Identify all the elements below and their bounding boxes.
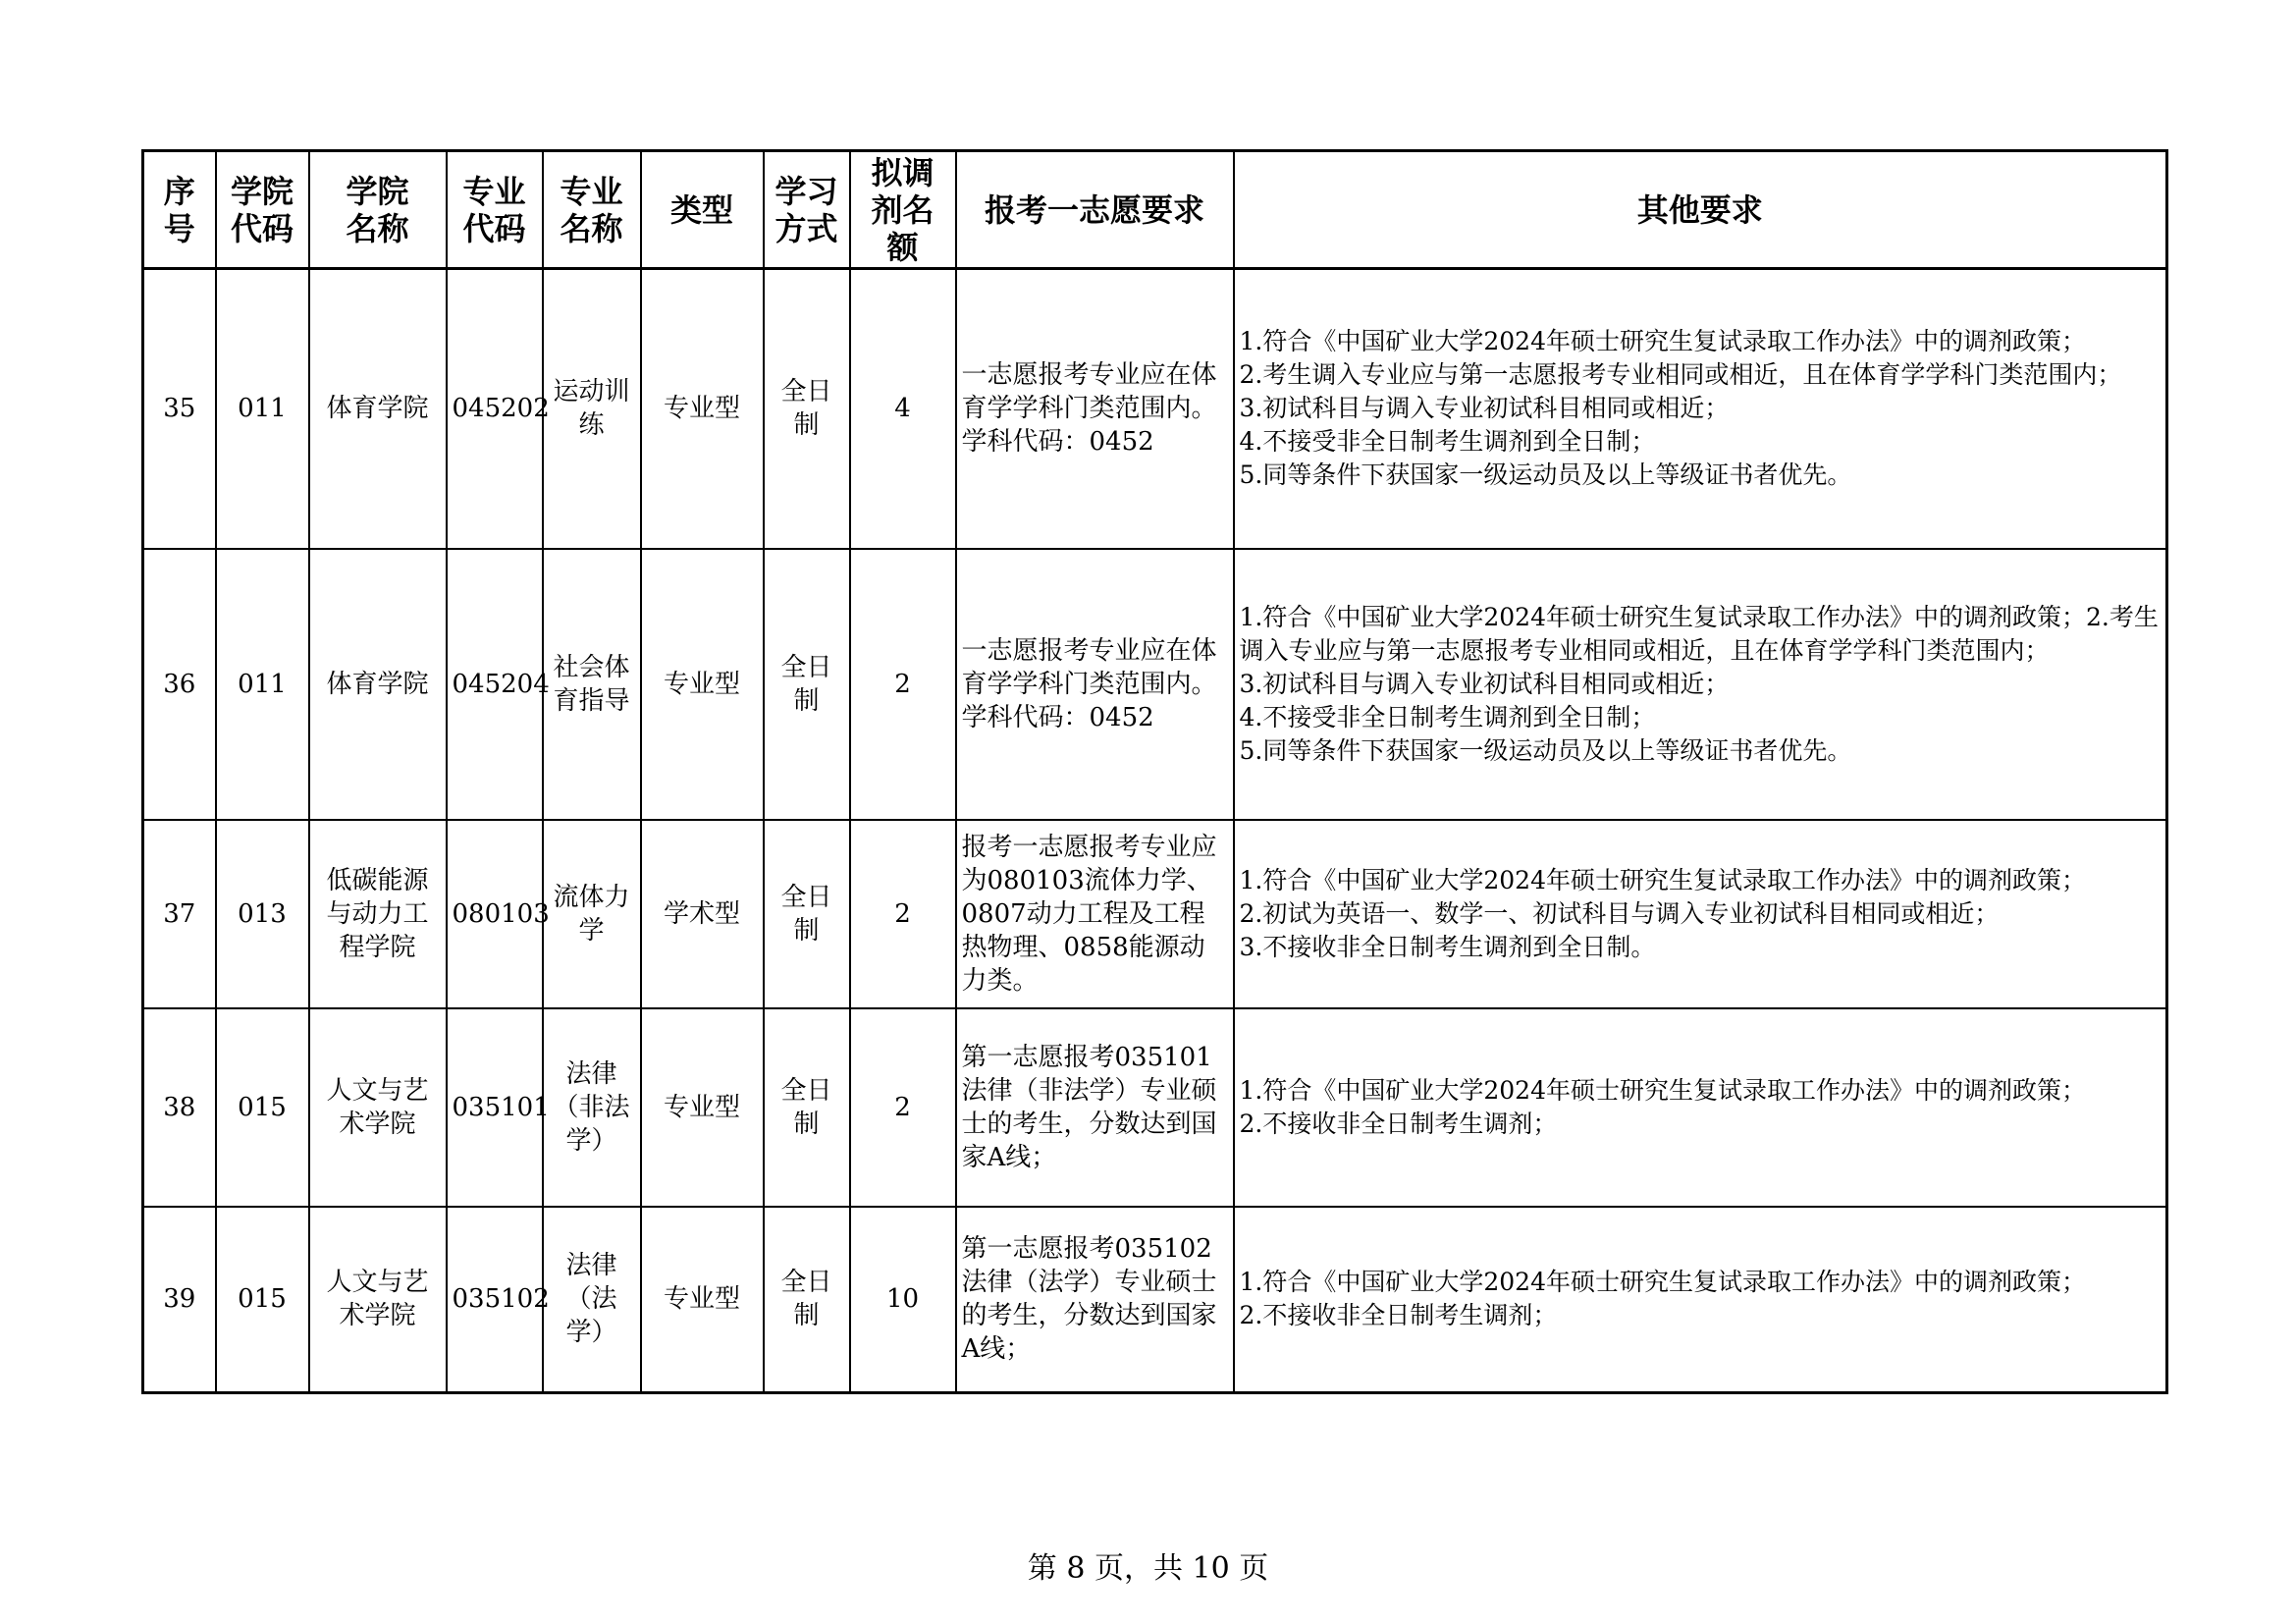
cell-other — [1234, 549, 2167, 820]
header-major-name: 专业 名称 — [543, 151, 641, 269]
cell-major-name: 法律（非法学） — [543, 1008, 641, 1207]
table-row — [143, 269, 2167, 549]
cell-other — [1234, 1207, 2167, 1393]
cell-seq: 37 — [143, 820, 216, 1008]
cell-college-code: 013 — [216, 820, 309, 1008]
other-item: 3.不接收非全日制考生调剂到全日制。 — [1239, 932, 1656, 961]
adjustment-table — [141, 149, 2168, 1394]
cell-college-name: 体育学院 — [309, 549, 447, 820]
cell-first-choice: 第一志愿报考035101法律（非法学）专业硕士的考生，分数达到国家A线； — [956, 1008, 1234, 1207]
cell-first-choice: 一志愿报考专业应在体育学学科门类范围内。学科代码：0452 — [956, 549, 1234, 820]
cell-college-name: 体育学院 — [309, 269, 447, 549]
header-major-code: 专业 代码 — [447, 151, 543, 269]
cell-first-choice: 报考一志愿报考专业应为080103流体力学、0807动力工程及工程热物理、0858能源动力类。 — [956, 820, 1234, 1008]
other-item: 1.符合《中国矿业大学2024年硕士研究生复试录取工作办法》中的调剂政策； — [1239, 1268, 2086, 1297]
header-quota: 拟调 剂名 额 — [850, 151, 956, 269]
cell-study-mode: 全日制 — [764, 1008, 850, 1207]
cell-quota: 2 — [850, 1008, 956, 1207]
header-row — [143, 151, 2167, 269]
cell-major-code: 035101 — [447, 1008, 543, 1207]
other-item: 2.考生调入专业应与第一志愿报考专业相同或相近，且在体育学学科门类范围内； — [1239, 360, 2122, 390]
cell-other — [1234, 820, 2167, 1008]
cell-type: 专业型 — [641, 1207, 764, 1393]
header-college-name: 学院 名称 — [309, 151, 447, 269]
cell-major-code: 045202 — [447, 269, 543, 549]
header-other: 其他要求 — [1234, 151, 2167, 269]
cell-major-name: 社会体育指导 — [543, 549, 641, 820]
cell-quota: 4 — [850, 269, 956, 549]
other-item: 1.符合《中国矿业大学2024年硕士研究生复试录取工作办法》中的调剂政策； — [1239, 327, 2086, 356]
table-row — [143, 1207, 2167, 1393]
table-row — [143, 820, 2167, 1008]
cell-quota: 10 — [850, 1207, 956, 1393]
other-item: 4.不接受非全日制考生调剂到全日制； — [1239, 702, 1656, 731]
other-item: 3.初试科目与调入专业初试科目相同或相近； — [1239, 394, 1730, 423]
other-item: 5.同等条件下获国家一级运动员及以上等级证书者优先。 — [1239, 460, 1852, 490]
cell-college-code: 011 — [216, 269, 309, 549]
header-seq: 序 号 — [143, 151, 216, 269]
cell-seq: 36 — [143, 549, 216, 820]
other-item: 1.符合《中国矿业大学2024年硕士研究生复试录取工作办法》中的调剂政策； — [1239, 865, 2086, 894]
cell-college-name: 人文与艺术学院 — [309, 1008, 447, 1207]
cell-seq: 38 — [143, 1008, 216, 1207]
cell-college-code: 015 — [216, 1207, 309, 1393]
cell-college-code: 011 — [216, 549, 309, 820]
cell-type: 专业型 — [641, 269, 764, 549]
cell-seq: 39 — [143, 1207, 216, 1393]
cell-seq: 35 — [143, 269, 216, 549]
cell-study-mode: 全日制 — [764, 1207, 850, 1393]
other-item: 5.同等条件下获国家一级运动员及以上等级证书者优先。 — [1239, 735, 1852, 765]
cell-major-name: 法律（法学） — [543, 1207, 641, 1393]
cell-type: 学术型 — [641, 820, 764, 1008]
header-college-code: 学院 代码 — [216, 151, 309, 269]
other-item: 2.不接收非全日制考生调剂； — [1239, 1301, 1558, 1330]
cell-first-choice: 第一志愿报考035102法律（法学）专业硕士的考生，分数达到国家A线； — [956, 1207, 1234, 1393]
cell-study-mode: 全日制 — [764, 549, 850, 820]
table-row — [143, 1008, 2167, 1207]
page-footer: 第 8 页，共 10 页 — [1027, 1551, 1269, 1586]
cell-major-code: 035102 — [447, 1207, 543, 1393]
cell-other — [1234, 1008, 2167, 1207]
header-type: 类型 — [641, 151, 764, 269]
cell-type: 专业型 — [641, 549, 764, 820]
other-item: 1.符合《中国矿业大学2024年硕士研究生复试录取工作办法》中的调剂政策； — [1239, 1075, 2086, 1105]
other-item: 1.符合《中国矿业大学2024年硕士研究生复试录取工作办法》中的调剂政策；2.考生调入专业应与第一志愿报考专业相同或相近，且在体育学学科门类范围内； — [1239, 602, 2159, 665]
other-item: 2.不接收非全日制考生调剂； — [1239, 1109, 1558, 1138]
cell-major-code: 080103 — [447, 820, 543, 1008]
cell-quota: 2 — [850, 820, 956, 1008]
cell-college-name: 低碳能源与动力工程学院 — [309, 820, 447, 1008]
cell-major-name: 运动训练 — [543, 269, 641, 549]
other-item: 4.不接受非全日制考生调剂到全日制； — [1239, 427, 1656, 457]
cell-quota: 2 — [850, 549, 956, 820]
cell-study-mode: 全日制 — [764, 269, 850, 549]
cell-college-code: 015 — [216, 1008, 309, 1207]
cell-first-choice: 一志愿报考专业应在体育学学科门类范围内。学科代码：0452 — [956, 269, 1234, 549]
cell-type: 专业型 — [641, 1008, 764, 1207]
cell-major-code: 045204 — [447, 549, 543, 820]
other-item: 2.初试为英语一、数学一、初试科目与调入专业初试科目相同或相近； — [1239, 898, 2000, 928]
header-first-choice: 报考一志愿要求 — [956, 151, 1234, 269]
header-study-mode: 学习 方式 — [764, 151, 850, 269]
cell-college-name: 人文与艺术学院 — [309, 1207, 447, 1393]
cell-other — [1234, 269, 2167, 549]
table-row — [143, 549, 2167, 820]
cell-study-mode: 全日制 — [764, 820, 850, 1008]
other-item: 3.初试科目与调入专业初试科目相同或相近； — [1239, 669, 1730, 698]
cell-major-name: 流体力学 — [543, 820, 641, 1008]
